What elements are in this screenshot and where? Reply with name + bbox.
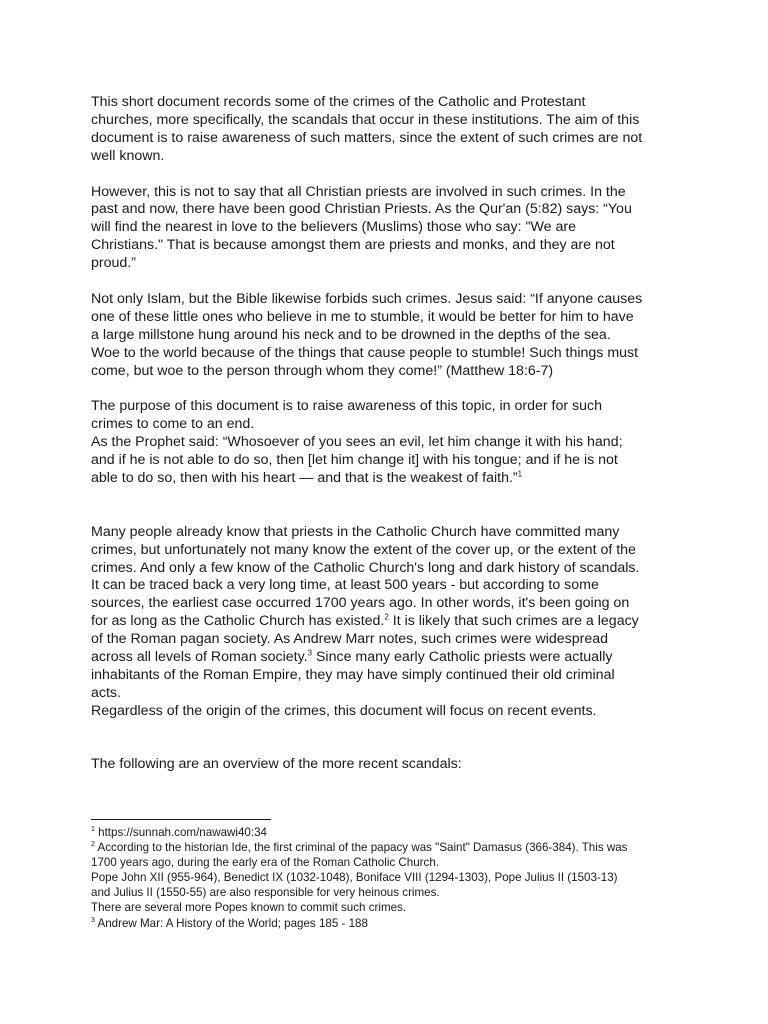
footnote-number: 2 bbox=[91, 841, 95, 849]
footnote-text: Pope John XII (955-964), Benedict IX (1032-1048), Boniface VIII (1294-1303), Pope Julius II (1503-13) bbox=[91, 871, 618, 885]
footnote-number: 3 bbox=[91, 916, 95, 924]
footnote-text: There are several more Popes known to commit such crimes. bbox=[91, 901, 407, 915]
text-line: Christians." That is because amongst them are priests and monks, and they are not bbox=[91, 237, 615, 254]
document-body bbox=[91, 94, 691, 774]
footnote-2-cont bbox=[91, 885, 691, 900]
text-line: proud.” bbox=[91, 255, 136, 272]
footnote-3 bbox=[91, 916, 691, 931]
text-line: past and now, there have been good Christian Priests. As the Qur'an (5:82) says: “You bbox=[91, 201, 632, 218]
text-line: As the Prophet said: “Whosoever of you sees an evil, let him change it with his hand; bbox=[91, 434, 623, 451]
text-line: churches, more specifically, the scandals that occur in these institutions. The aim of this bbox=[91, 111, 640, 128]
footnote-text: 1700 years ago, during the early era of the Roman Catholic Church. bbox=[91, 856, 440, 870]
footnote-ref-2[interactable]: 2 bbox=[384, 612, 389, 622]
text-line: one of these little ones who believe in me to stumble, it would be better for him to have bbox=[91, 308, 634, 325]
text-line: It is likely that such crimes are a legacy bbox=[388, 613, 639, 630]
paragraph-overview bbox=[91, 756, 691, 774]
text-line: Regardless of the origin of the crimes, this document will focus on recent events. bbox=[91, 702, 597, 719]
text-line: crimes to come to an end. bbox=[91, 416, 255, 433]
text-line: sources, the earliest case occurred 1700 years ago. In other words, it's been going on bbox=[91, 595, 630, 612]
text-line: However, this is not to say that all Christian priests are involved in such crimes. In the bbox=[91, 183, 626, 200]
text-line: across all levels of Roman society. bbox=[91, 649, 308, 666]
paragraph-purpose bbox=[91, 398, 691, 488]
text-line: document is to raise awareness of such matters, since the extent of such crimes are not bbox=[91, 129, 643, 146]
text-line: Many people already know that priests in the Catholic Church have committed many bbox=[91, 523, 620, 540]
text-line: Not only Islam, but the Bible likewise forbids such crimes. Jesus said: “If anyone causes bbox=[91, 290, 643, 307]
footnote-2-cont bbox=[91, 855, 691, 870]
text-line: of the Roman pagan society. As Andrew Marr notes, such crimes were widespread bbox=[91, 631, 609, 648]
footnote-number: 1 bbox=[91, 826, 95, 834]
text-line: acts. bbox=[91, 684, 121, 701]
footnote-1 bbox=[91, 825, 691, 840]
text-line: The purpose of this document is to raise awareness of this topic, in order for such bbox=[91, 398, 603, 415]
footnote-text: Andrew Mar: A History of the World; pages 185 - 188 bbox=[94, 916, 368, 930]
text-line: will find the nearest in love to the believers (Muslims) those who say: "We are bbox=[91, 219, 576, 236]
text-line: It can be traced back a very long time, at least 500 years - but according to some bbox=[91, 577, 599, 594]
footnote-link[interactable]: https://sunnah.com/nawawi40:34 bbox=[94, 826, 267, 839]
text-line: Since many early Catholic priests were actually bbox=[312, 649, 613, 666]
footnote-ref-3[interactable]: 3 bbox=[307, 648, 313, 658]
text-line: crimes. And only a few know of the Catholic Church's long and dark history of scandals. bbox=[91, 559, 640, 576]
text-line: This short document records some of the crimes of the Catholic and Protestant bbox=[91, 94, 586, 110]
text-line: inhabitants of the Roman Empire, they may have simply continued their old criminal bbox=[91, 666, 615, 683]
paragraph-quran bbox=[91, 184, 691, 274]
text-line: Woe to the world because of the things that cause people to stumble! Such things must bbox=[91, 344, 639, 361]
footnote-ref-1[interactable]: 1 bbox=[517, 469, 523, 479]
footnote-2-cont bbox=[91, 870, 691, 885]
text-line: for as long as the Catholic Church has existed. bbox=[91, 613, 385, 630]
paragraph-intro bbox=[91, 94, 691, 166]
text-line: and if he is not able to do so, then [let him change it] with his tongue; and if he is not bbox=[91, 452, 618, 469]
text-line: able to do so, then with his heart — and that is the weakest of faith.” bbox=[91, 469, 518, 486]
footnote-2 bbox=[91, 840, 691, 855]
paragraph-history bbox=[91, 524, 691, 721]
text-line: The following are an overview of the more recent scandals: bbox=[91, 756, 462, 773]
footnote-divider bbox=[91, 819, 271, 820]
paragraph-bible bbox=[91, 291, 691, 381]
text-line: crimes, but unfortunately not many know the extent of the cover up, or the extent of the bbox=[91, 541, 636, 558]
footnote-text: According to the historian Ide, the first criminal of the papacy was "Saint" Damasus (366-384). This was bbox=[94, 841, 628, 855]
text-line: come, but woe to the person through whom they come!” (Matthew 18:6-7) bbox=[91, 362, 554, 379]
footnote-2-cont bbox=[91, 900, 691, 915]
text-line: well known. bbox=[91, 147, 165, 164]
text-line: a large millstone hung around his neck and to be drowned in the depths of the sea. bbox=[91, 326, 611, 343]
footnote-text: and Julius II (1550-55) are also responsible for very heinous crimes. bbox=[91, 886, 440, 900]
footnotes bbox=[91, 825, 691, 931]
